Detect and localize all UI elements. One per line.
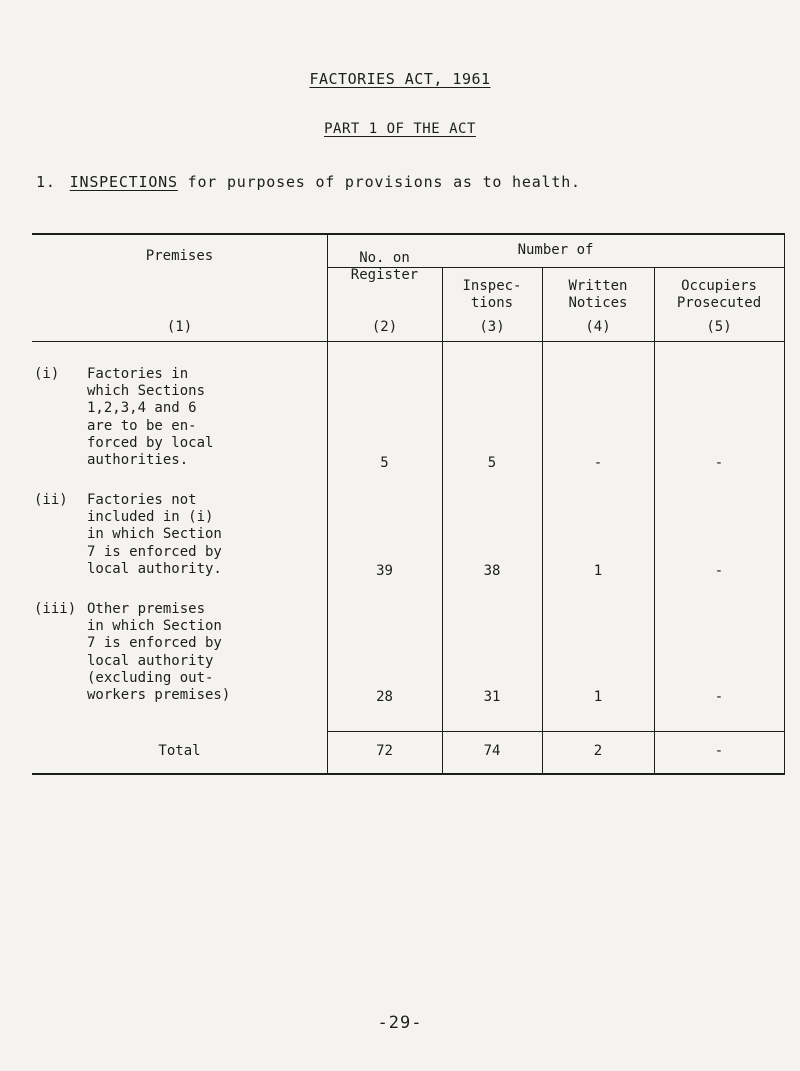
total-top-line: [327, 731, 784, 732]
inspections-table: [32, 233, 785, 775]
row-notices: 1: [593, 689, 603, 705]
header-premises-num: (1): [166, 319, 193, 335]
row-prosecuted: -: [714, 455, 724, 471]
total-prosecuted: -: [714, 743, 724, 759]
header-premises: Premises: [145, 248, 214, 264]
row-label: Factories in which Sections 1,2,3,4 and 6 are to be en- forced by local authorities.: [87, 366, 214, 469]
header-prosecuted: Occupiers Prosecuted: [676, 278, 762, 311]
header-inspections-num: (3): [479, 319, 505, 335]
header-bottom-line: [32, 341, 784, 342]
total-register: 72: [376, 743, 393, 759]
row-register: 28: [376, 689, 393, 705]
document-subtitle: PART 1 OF THE ACT: [324, 121, 476, 137]
row-notices: -: [593, 455, 603, 471]
total-label: Total: [158, 743, 201, 759]
row-inspections: 5: [487, 455, 497, 471]
row-label: Other premises in which Section 7 is enforced by local authority (excluding out- workers premises): [87, 601, 231, 704]
total-notices: 2: [593, 743, 603, 759]
row-prosecuted: -: [714, 689, 724, 705]
header-register-num: (2): [371, 319, 398, 335]
row-inspections: 38: [483, 563, 501, 579]
header-prosecuted-num: (5): [706, 319, 732, 335]
page-number: -29-: [377, 1013, 423, 1033]
document-title: FACTORIES ACT, 1961: [309, 70, 491, 88]
section-caps: INSPECTIONS: [69, 173, 178, 191]
header-number-of: Number of: [517, 242, 594, 258]
row-index: (i): [34, 366, 60, 382]
header-inspections: Inspec- tions: [462, 278, 522, 311]
row-notices: 1: [593, 563, 603, 579]
section-rest: for purposes of provisions as to health.: [177, 173, 581, 191]
row-index: (ii): [34, 492, 68, 508]
row-index: (iii): [34, 601, 77, 617]
total-inspections: 74: [483, 743, 501, 759]
row-register: 39: [376, 563, 393, 579]
header-register: No. on Register: [350, 250, 419, 283]
row-register: 5: [380, 455, 389, 471]
row-inspections: 31: [483, 689, 501, 705]
header-notices: Written Notices: [568, 278, 628, 311]
header-notices-num: (4): [585, 319, 611, 335]
row-prosecuted: -: [714, 563, 724, 579]
section-heading: [36, 173, 581, 191]
row-label: Factories not included in (i) in which Section 7 is enforced by local authority.: [87, 492, 222, 577]
section-number: 1.: [36, 173, 56, 191]
